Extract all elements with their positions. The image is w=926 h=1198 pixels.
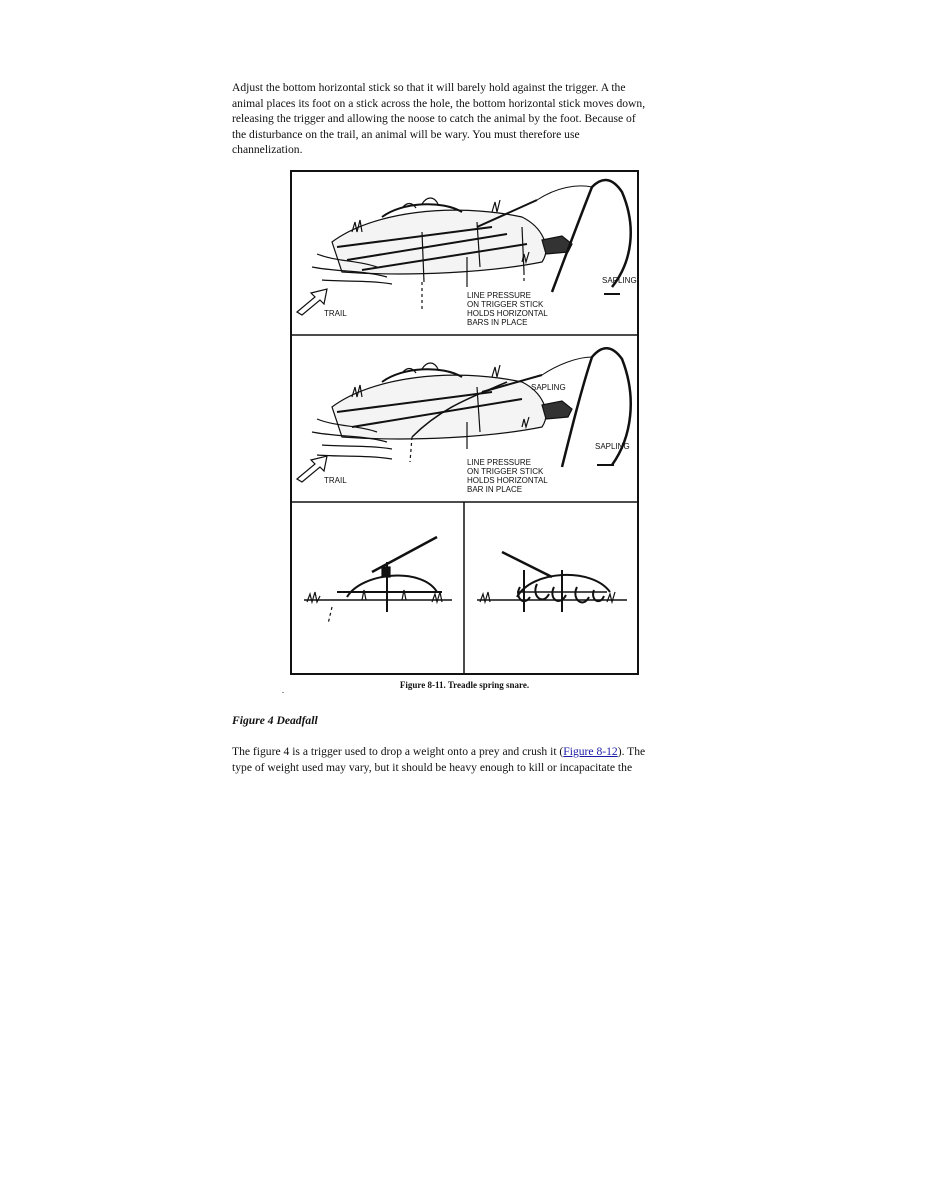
callout-line: HOLDS HORIZONTAL	[467, 309, 548, 318]
figure-caption: Figure 8-11. Treadle spring snare.	[399, 680, 530, 690]
body-paragraph	[232, 744, 702, 775]
paragraph-line: releasing the trigger and allowing the noose to catch the animal by the foot. Because of	[232, 112, 636, 126]
snare-drawing-middle	[297, 348, 631, 482]
callout-line: BAR IN PLACE	[467, 485, 523, 494]
paragraph-line	[232, 744, 702, 760]
intro-paragraph	[232, 80, 702, 158]
figure-8-12-link[interactable]: Figure 8-12	[563, 745, 618, 758]
line-text: ). The	[617, 745, 646, 758]
paragraph-line: the disturbance on the trail, an animal will be wary. You must therefore use	[232, 127, 580, 141]
paragraph-line: type of weight used may vary, but it should be heavy enough to kill or incapacitate the	[232, 760, 633, 774]
paragraph-line: Adjust the bottom horizontal stick so that it will barely hold against the trigger. A the	[232, 81, 626, 94]
paragraph-line: animal places its foot on a stick across the hole, the bottom horizontal stick moves down,	[232, 96, 646, 110]
line-text: The figure 4 is a trigger used to drop a weight onto a prey and crush it (	[232, 745, 564, 758]
snare-side-view-set	[304, 537, 452, 624]
snare-side-view-sprung	[477, 552, 627, 612]
callout-line: LINE PRESSURE	[467, 458, 532, 467]
label-sapling: SAPLING	[602, 276, 637, 285]
callout-line: LINE PRESSURE	[467, 291, 532, 300]
callout-line: ON TRIGGER STICK	[467, 467, 544, 476]
callout-line: ON TRIGGER STICK	[467, 300, 544, 309]
treadle-snare-figure	[290, 170, 639, 675]
snare-drawing-top	[297, 180, 631, 315]
label-sapling: SAPLING	[531, 383, 566, 392]
stray-mark	[282, 692, 284, 693]
label-trail: TRAIL	[324, 309, 347, 318]
label-sapling: SAPLING	[595, 442, 630, 451]
callout-line: BARS IN PLACE	[467, 318, 528, 327]
label-trail: TRAIL	[324, 476, 347, 485]
callout-line: HOLDS HORIZONTAL	[467, 476, 548, 485]
figure-illustration	[292, 172, 637, 673]
section-heading: Figure 4 Deadfall	[232, 714, 318, 727]
paragraph-line: channelization.	[232, 143, 303, 157]
